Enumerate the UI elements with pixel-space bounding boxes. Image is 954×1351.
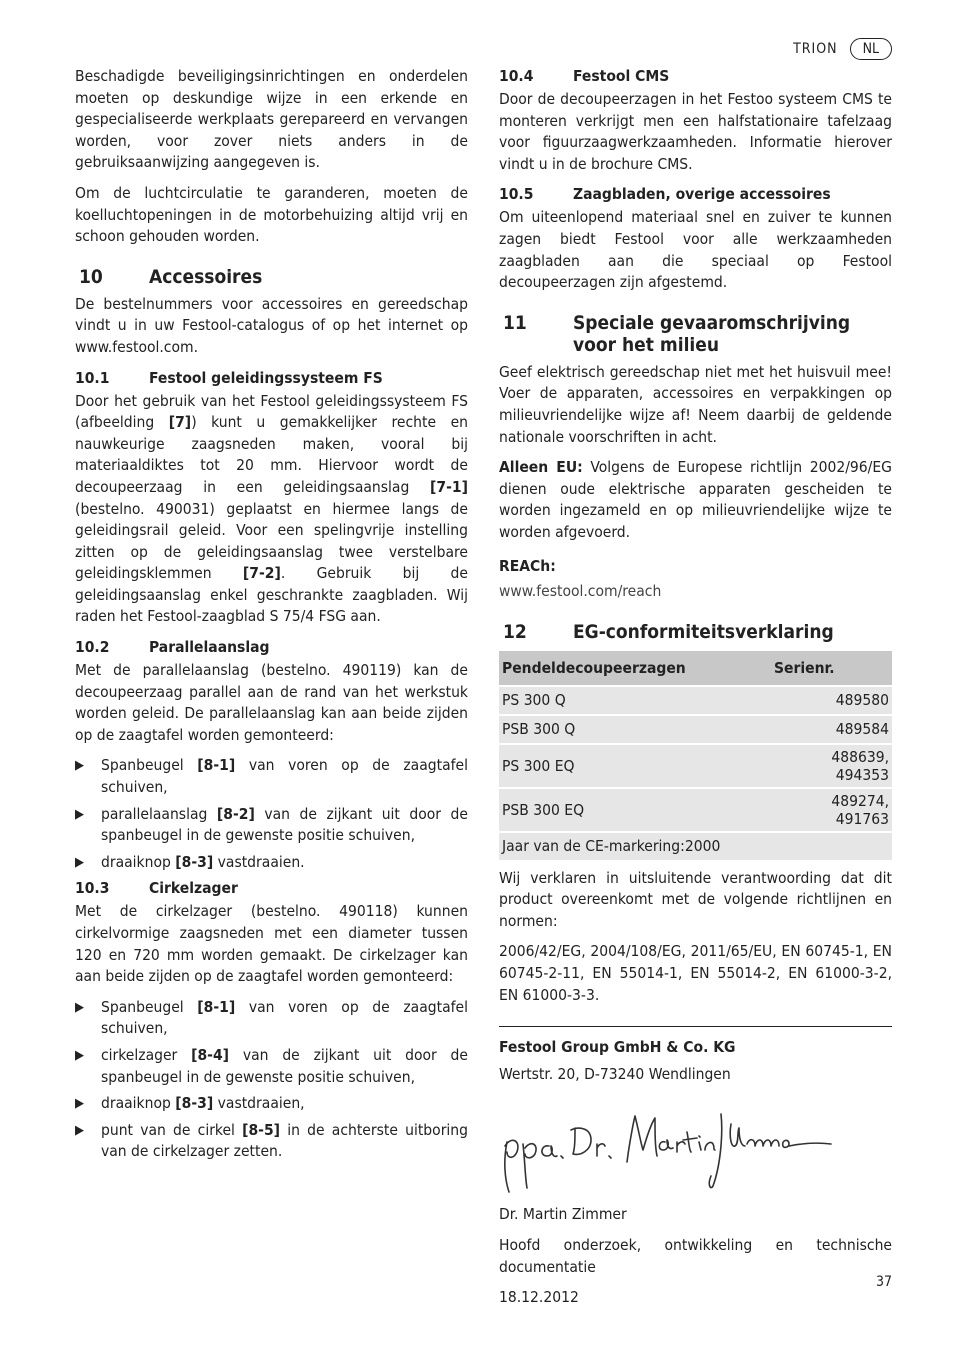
paragraph: Om uiteenlopend materiaal snel en zuiver te kunnen zagen biedt Festool voor alle werkzaamheden zaagbladen aan die speciaal op Festool decoupeerzagen zijn afgestemd. xyxy=(499,208,892,292)
section-heading-10: 10 Accessoires xyxy=(79,265,263,288)
brand-name: TRION xyxy=(793,41,838,57)
arrow-bullet-icon: ▶ xyxy=(75,1096,84,1112)
signer-role: Hoofd onderzoek, ontwikkeling en technische documentatie xyxy=(499,1236,892,1276)
page-header xyxy=(793,38,892,60)
reach-link[interactable]: www.festool.com/reach xyxy=(499,582,662,601)
list-item: ▶ punt van de cirkel [8-5] in de achterste uitboring van de cirkelzager zetten. xyxy=(75,1120,468,1163)
arrow-bullet-icon: ▶ xyxy=(75,758,84,774)
list-item: ▶ cirkelzager [8-4] van de zijkant uit door de spanbeugel in de gewenste positie schuiven, xyxy=(75,1045,468,1088)
table-header-serial: Serienr. xyxy=(771,651,892,685)
paragraph: Om de luchtcirculatie te garanderen, moeten de koelluchtopeningen in de motorbehuizing altijd vrij en schoon gehouden worden. xyxy=(75,183,468,246)
table-header-product: Pendeldecoupeerzagen xyxy=(499,651,771,685)
paragraph: Door de decoupeerzagen in het Festoo systeem CMS te monteren verkrijgt men een halfstationaire tafelzaag voor figuurzaagwerkzaamheden. Informatie hierover vindt u in de brochure CMS. xyxy=(499,90,892,173)
list-item: ▶ Spanbeugel [8-1] van voren op de zaagtafel schuiven, xyxy=(75,997,468,1040)
language-badge: NL xyxy=(850,38,892,60)
paragraph: Beschadigde beveiligingsinrichtingen en onderdelen moeten op deskundige wijze in een erkende en gespecialiseerde werkplaats gerepareerd en vervangen worden, voor zover niets anders in de gebruiksaanwijzing aangegeven is. xyxy=(75,67,468,172)
table-row: PSB 300 Q 489584 xyxy=(499,716,892,743)
conformity-table xyxy=(499,649,892,862)
list-item: ▶ Spanbeugel [8-1] van voren op de zaagtafel schuiven, xyxy=(75,755,468,798)
paragraph: De bestelnummers voor accessoires en gereedschap vindt u in uw Festool-catalogus of op het internet op www.festool.com. xyxy=(75,294,468,356)
divider xyxy=(499,1026,892,1027)
company-name: Festool Group GmbH & Co. KG xyxy=(499,1038,736,1057)
arrow-bullet-icon: ▶ xyxy=(75,999,84,1015)
left-column xyxy=(75,66,468,1168)
right-column xyxy=(499,66,892,1318)
company-address: Wertstr. 20, D-73240 Wendlingen xyxy=(499,1064,731,1083)
list-item: ▶ parallelaanslag [8-2] van de zijkant uit door de spanbeugel in de gewenste positie schuiven, xyxy=(75,804,468,847)
arrow-bullet-icon: ▶ xyxy=(75,1122,84,1138)
table-row: PSB 300 EQ 489274, 491763 xyxy=(499,789,892,831)
list-item: ▶ draaiknop [8-3] vastdraaien. xyxy=(75,852,468,874)
paragraph: Met de parallelaanslag (bestelno. 490119) kan de decoupeerzaag parallel aan de rand van het werkstuk worden geleid. De parallelaanslag kan aan beide zijden op de zaagtafel worden gemonteerd: xyxy=(75,661,468,744)
table-row-ce-year: Jaar van de CE-markering:2000 xyxy=(499,833,892,860)
paragraph: Met de cirkelzager (bestelno. 490118) kunnen cirkelvormige zaagsneden met een diameter tussen 120 en 720 mm worden gemaakt. De cirkelzager kan aan beide zijden op de zaagtafel worden gemonteerd: xyxy=(75,902,468,986)
paragraph: Alleen EU: Volgens de Europese richtlijn 2002/96/EG dienen oude elektrische apparaten gescheiden te worden ingezameld en op milieuvriendelijke wijze te worden afgevoerd. xyxy=(499,458,892,541)
section-heading-10-4: 10.4 Festool CMS xyxy=(499,67,670,85)
paragraph: 2006/42/EG, 2004/108/EG, 2011/65/EU, EN 60745-1, EN 60745-2-11, EN 55014-1, EN 55014-2, EN 61000-3-2, EN 61000-3-3. xyxy=(499,942,892,1004)
table-row: PS 300 EQ 488639, 494353 xyxy=(499,745,892,787)
table-row: PS 300 Q 489580 xyxy=(499,687,892,714)
section-heading-11: 11 Speciale gevaaromschrijving voor het milieu xyxy=(503,311,851,356)
arrow-bullet-icon: ▶ xyxy=(75,806,84,822)
paragraph: Geef elektrisch gereedschap niet met het huisvuil mee! Voer de apparaten, accessoires en verpakkingen op milieuvriendelijke wijze af! Neem daarbij de geldende nationale voorschriften in acht. xyxy=(499,362,892,446)
page-number: 37 xyxy=(875,1274,892,1290)
signer-name: Dr. Martin Zimmer xyxy=(499,1205,627,1224)
signature-image xyxy=(499,1102,839,1194)
paragraph: Wij verklaren in uitsluitende verantwoording dat dit product overeenkomt met de volgende richtlijnen en normen: xyxy=(499,868,892,930)
declaration-date: 18.12.2012 xyxy=(499,1288,579,1307)
section-heading-10-3: 10.3 Cirkelzager xyxy=(75,879,238,898)
section-heading-10-5: 10.5 Zaagbladen, overige accessoires xyxy=(499,185,831,204)
section-heading-12: 12 EG-conformiteitsverklaring xyxy=(503,620,834,643)
paragraph: Door het gebruik van het Festool geleidingssysteem FS (afbeelding [7]) kunt u gemakkelijker rechte en nauwkeurige zaagsneden maken, vooral bij materiaaldiktes tot 20 mm. Hiervoor wordt de decoupeerzaag in een geleidingsaanslag [7-1] (bestelno. 490031) geplaatst en hiermee langs de geleidingsrail geleid. Voor een spelingvrije instelling zitten op de geleidingsaanslag twee verstelbare geleidingsklemmen [7-2]. Gebruik bij de geleidingsaanslag enkel geschrankte zaagbladen. Wij raden het Festool-zaagblad S 75/4 FSG aan. xyxy=(75,391,468,626)
section-heading-10-2: 10.2 Parallelaanslag xyxy=(75,638,270,657)
arrow-bullet-icon: ▶ xyxy=(75,854,84,870)
section-heading-10-1: 10.1 Festool geleidingssysteem FS xyxy=(75,368,383,387)
list-item: ▶ draaiknop [8-3] vastdraaien, xyxy=(75,1093,468,1115)
reach-label: REACh: xyxy=(499,556,556,575)
arrow-bullet-icon: ▶ xyxy=(75,1047,84,1063)
